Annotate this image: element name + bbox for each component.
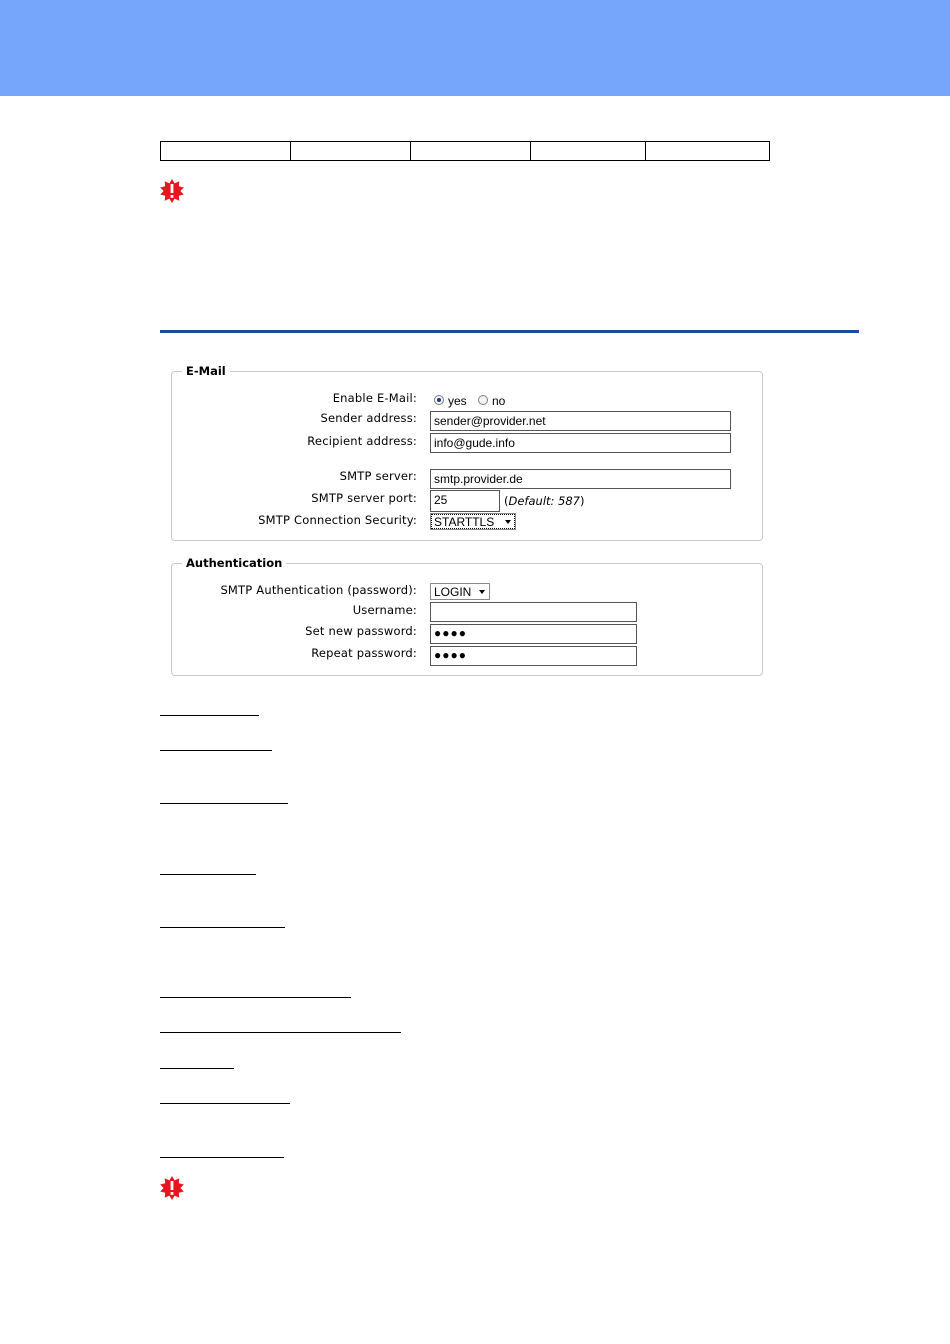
sender-address-label: Sender address: <box>320 411 417 425</box>
auth-method-label: SMTP Authentication (password): <box>220 583 417 597</box>
recipient-address-input[interactable]: info@gude.info <box>430 433 731 453</box>
new-password-input[interactable]: ●●●● <box>430 624 637 644</box>
chevron-down-icon <box>479 590 485 594</box>
enable-no-radio[interactable] <box>478 395 488 405</box>
empty-table <box>160 141 770 161</box>
table-cell <box>531 142 646 161</box>
underline-mark <box>160 1032 401 1033</box>
underline-mark <box>160 997 351 998</box>
smtp-port-input[interactable]: 25 <box>430 490 500 512</box>
username-input[interactable] <box>430 602 637 622</box>
enable-yes-radio[interactable] <box>434 395 444 405</box>
underline-mark <box>160 1103 290 1104</box>
auth-method-value: LOGIN <box>434 585 472 599</box>
security-select[interactable] <box>430 513 516 530</box>
underline-mark <box>160 1068 234 1069</box>
security-label: SMTP Connection Security: <box>258 513 417 527</box>
new-password-label: Set new password: <box>305 624 417 638</box>
sender-address-input[interactable]: sender@provider.net <box>430 411 731 431</box>
underline-mark <box>160 927 285 928</box>
table-cell <box>646 142 770 161</box>
enable-no-label[interactable]: no <box>492 394 506 408</box>
warning-icon <box>160 1176 184 1200</box>
table-cell <box>291 142 411 161</box>
username-label: Username: <box>352 603 417 617</box>
recipient-address-label: Recipient address: <box>307 434 417 448</box>
underline-mark <box>160 750 272 751</box>
repeat-password-label: Repeat password: <box>311 646 417 660</box>
underline-mark <box>160 874 256 875</box>
smtp-server-label: SMTP server: <box>339 469 417 483</box>
smtp-server-input[interactable]: smtp.provider.de <box>430 469 731 489</box>
section-divider <box>160 330 859 333</box>
header-banner <box>0 0 950 96</box>
enable-yes-label[interactable]: yes <box>448 394 467 408</box>
security-select-value: STARTTLS <box>434 515 495 529</box>
enable-email-label: Enable E-Mail: <box>332 391 417 405</box>
table-cell <box>161 142 291 161</box>
auth-method-select[interactable] <box>430 583 490 600</box>
warning-icon <box>160 179 184 203</box>
underline-mark <box>160 1157 284 1158</box>
table-cell <box>411 142 531 161</box>
chevron-down-icon <box>505 520 511 524</box>
underline-mark <box>160 803 288 804</box>
underline-mark <box>160 715 259 716</box>
email-legend: E-Mail <box>186 364 226 378</box>
smtp-port-label: SMTP server port: <box>311 491 417 505</box>
repeat-password-input[interactable]: ●●●● <box>430 646 637 666</box>
auth-legend: Authentication <box>186 556 283 570</box>
smtp-port-hint: (Default: 587) <box>504 494 585 508</box>
